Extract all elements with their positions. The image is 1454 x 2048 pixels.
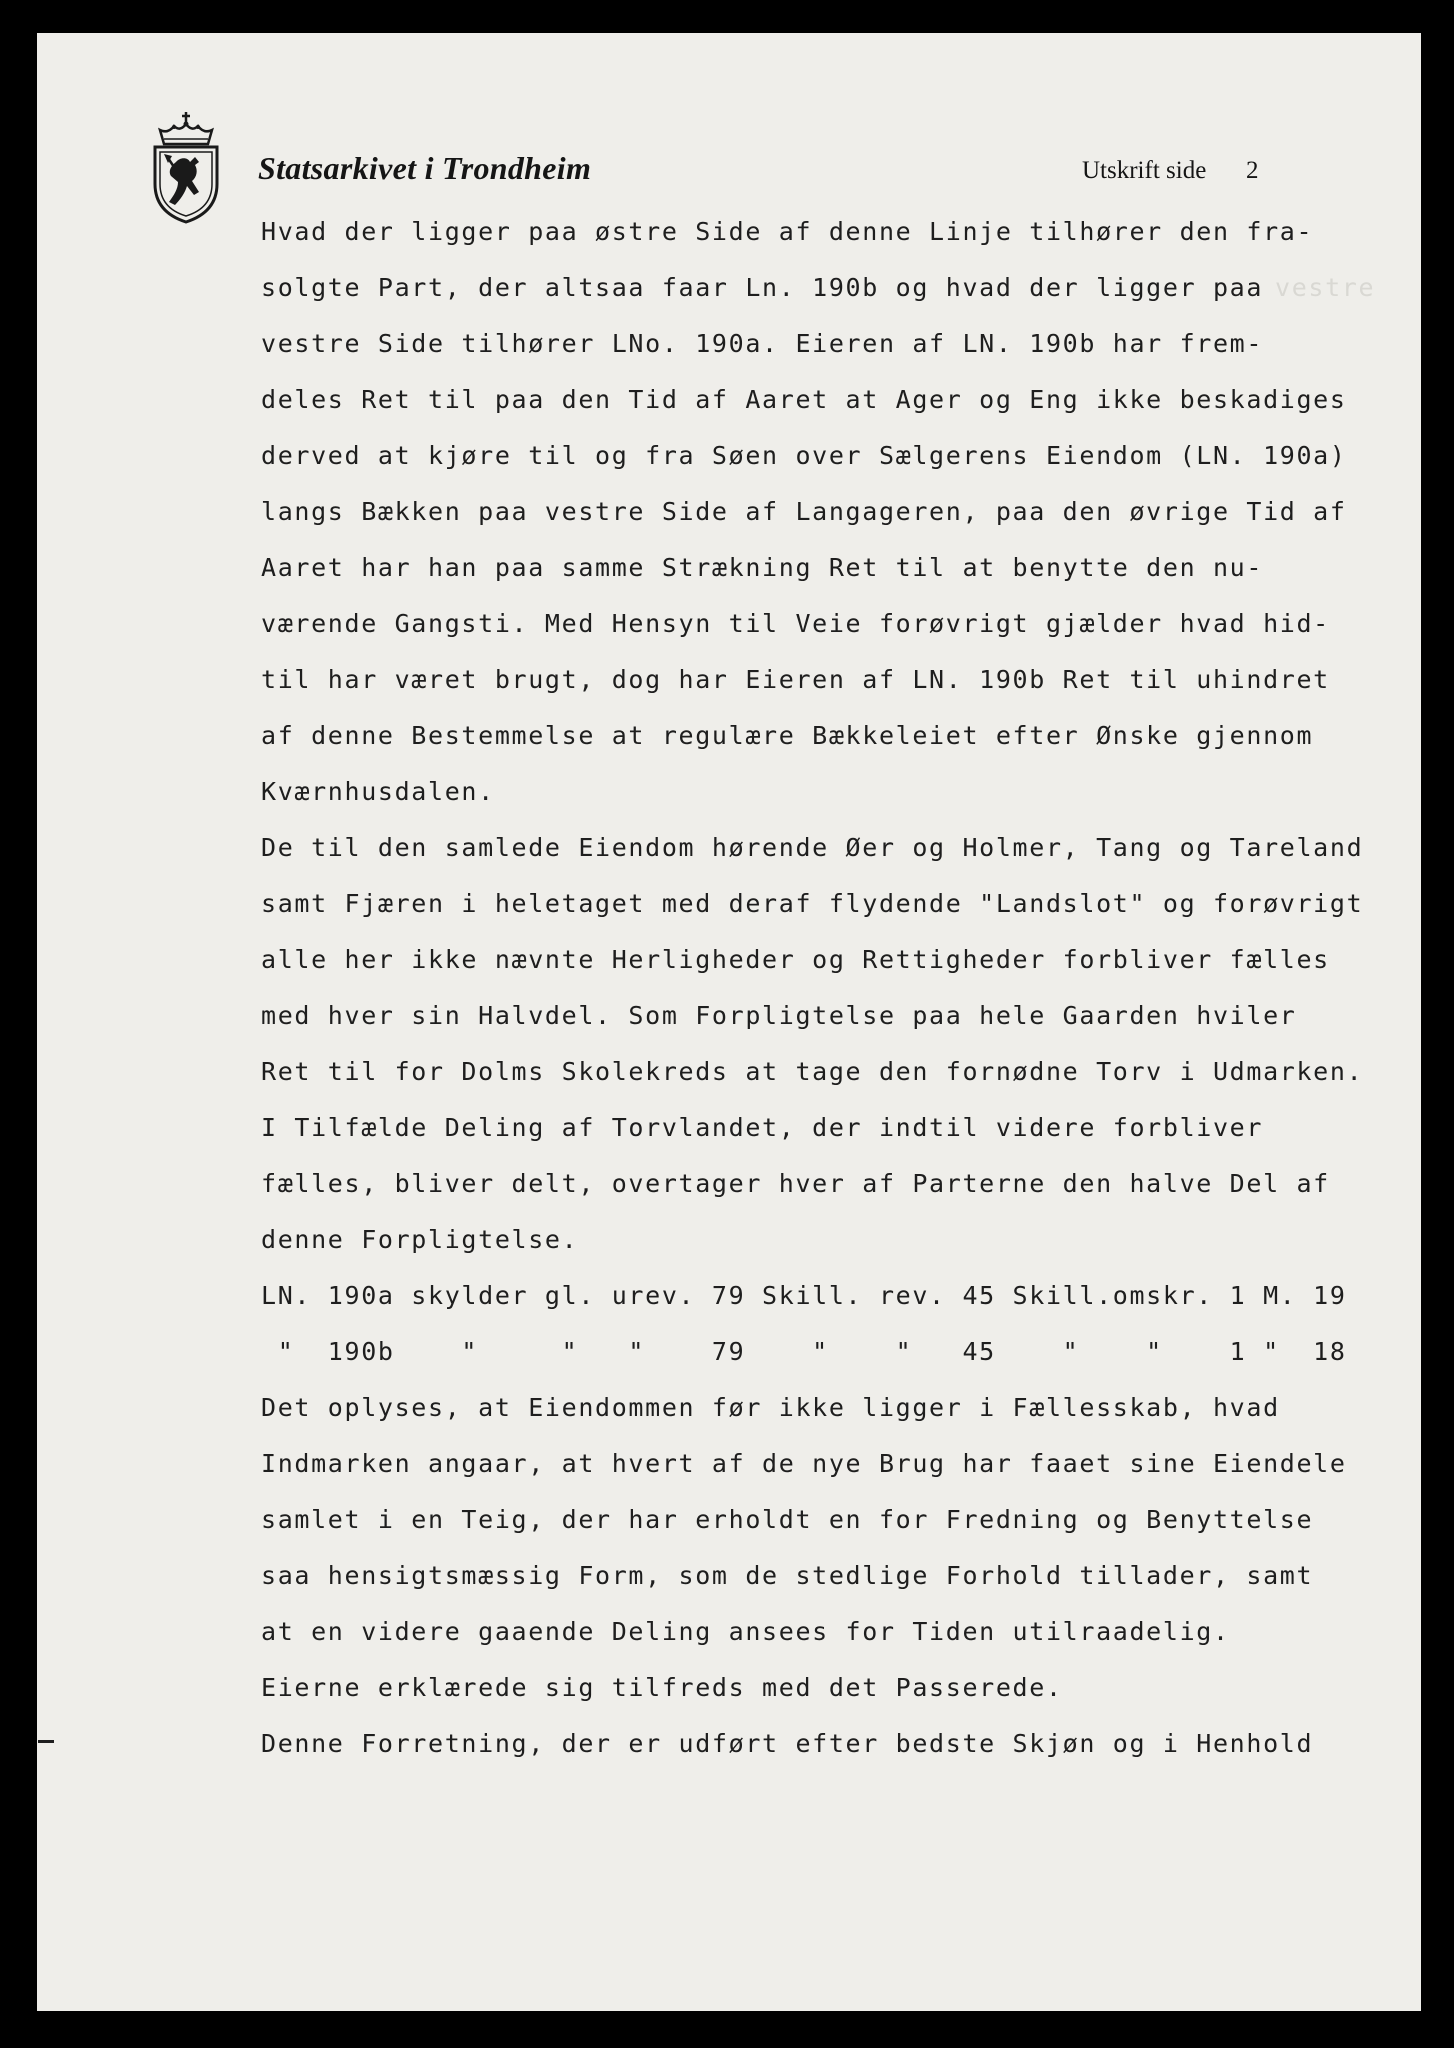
margin-mark [38,1740,54,1743]
text-line: værende Gangsti. Med Hensyn til Veie forøvrigt gjælder hvad hid- [261,609,1330,638]
text-line: til har været brugt, dog har Eieren af LN. 190b Ret til uhindret [261,665,1330,694]
text-line: denne Forpligtelse. [261,1225,579,1254]
norwegian-coat-of-arms-icon [150,110,222,224]
text-line: Indmarken angaar, at hvert af de nye Brug har faaet sine Eiendele [261,1449,1347,1478]
text-line: deles Ret til paa den Tid af Aaret at Ager og Eng ikke beskadiges [261,385,1347,414]
document-body [261,204,1363,1772]
text-line: saa hensigtsmæssig Form, som de stedlige Forhold tillader, samt [261,1561,1314,1590]
text-line: derved at kjøre til og fra Søen over Sælgerens Eiendom (LN. 190a) [261,441,1347,470]
text-line: langs Bækken paa vestre Side af Langageren, paa den øvrige Tid af [261,497,1347,526]
text-line: De til den samlede Eiendom hørende Øer og Holmer, Tang og Tareland [261,833,1364,862]
text-line: med hver sin Halvdel. Som Forpligtelse paa hele Gaarden hviler [261,1001,1297,1030]
text-line: Eierne erklærede sig tilfreds med det Passerede. [261,1673,1063,1702]
text-line: samt Fjæren i heletaget med deraf flydende "Landslot" og forøvrigt [261,889,1364,918]
text-line: Ret til for Dolms Skolekreds at tage den fornødne Torv i Udmarken. [261,1057,1364,1086]
page-label: Utskrift side [1082,157,1207,184]
text-line: Aaret har han paa samme Strækning Ret til at benytte den nu- [261,553,1264,582]
text-line: Det oplyses, at Eiendommen før ikke ligger i Fællesskab, hvad [261,1393,1280,1422]
text-line: LN. 190a skylder gl. urev. 79 Skill. rev. 45 Skill.omskr. 1 M. 19 [261,1281,1347,1310]
text-line: at en videre gaaende Deling ansees for Tiden utilraadelig. [261,1617,1230,1646]
text-line: vestre Side tilhører LNo. 190a. Eieren af LN. 190b har frem- [261,329,1264,358]
text-line: af denne Bestemmelse at regulære Bækkeleiet efter Ønske gjennom [261,721,1314,750]
text-line: fælles, bliver delt, overtager hver af Parterne den halve Del af [261,1169,1330,1198]
text-line: samlet i en Teig, der har erholdt en for Fredning og Benyttelse [261,1505,1314,1534]
text-line: I Tilfælde Deling af Torvlandet, der indtil videre forbliver [261,1113,1264,1142]
text-line: Denne Forretning, der er udført efter bedste Skjøn og i Henhold [261,1729,1314,1758]
text-line: alle her ikke nævnte Herligheder og Rettigheder forbliver fælles [261,945,1330,974]
text-line: Kværnhusdalen. [261,777,495,806]
faded-overstrike-text: vestre [1275,273,1376,302]
archive-name-heading: Statsarkivet i Trondheim [258,150,592,186]
text-line: solgte Part, der altsaa faar Ln. 190b og hvad der ligger paa [261,273,1264,302]
page-number: 2 [1246,157,1259,184]
text-line: " 190b " " " 79 " " 45 " " 1 " 18 [261,1337,1347,1366]
text-line: Hvad der ligger paa østre Side af denne Linje tilhører den fra- [261,217,1314,246]
